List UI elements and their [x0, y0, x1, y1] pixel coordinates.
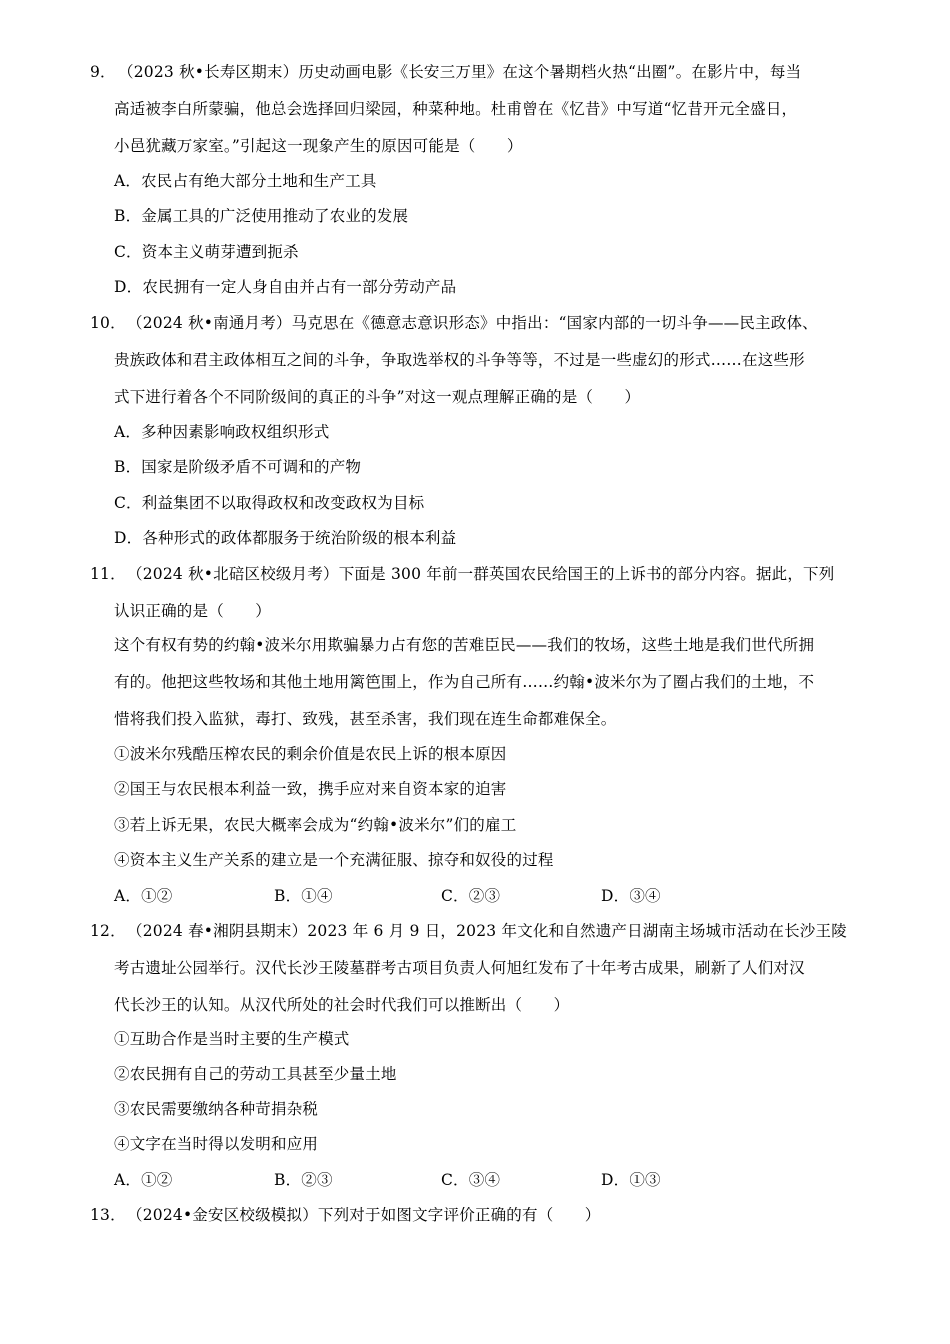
quoted-material-line: 有的。他把这些牧场和其他土地用篱笆围上，作为自己所有……约翰•波米尔为了圈占我们的土地，不: [114, 673, 815, 691]
question-number: 12．: [90, 922, 126, 940]
statement-1: ①波米尔残酷压榨农民的剩余价值是农民上诉的根本原因: [114, 745, 507, 763]
statement-2: ②国王与农民根本利益一致，携手应对来自资本家的迫害: [114, 780, 507, 798]
statement-4: ④文字在当时得以发明和应用: [114, 1135, 319, 1153]
option-c: C．资本主义萌芽遭到扼杀: [114, 243, 299, 261]
question-text-line: 代长沙王的认知。从汉代所处的社会时代我们可以推断出（ ）: [114, 996, 570, 1014]
choice-d: D．①③: [601, 1171, 661, 1189]
choice-a: A．①②: [114, 887, 173, 905]
question-text-line: 高适被李白所蒙骗，他总会选择回归梁园，种菜种地。杜甫曾在《忆昔》中写道“忆昔开元全盛日，: [114, 100, 798, 118]
question-number: 9．: [90, 63, 116, 81]
choice-b: B．①④: [274, 887, 333, 905]
option-d: D．各种形式的政体都服务于统治阶级的根本利益: [114, 529, 457, 547]
question-text-line: （2024•金安区校级模拟）下列对于如图文字评价正确的有（ ）: [127, 1206, 601, 1224]
option-d: D．农民拥有一定人身自由并占有一部分劳动产品: [114, 278, 457, 296]
question-text-line: （2024 秋•北碚区校级月考）下面是 300 年前一群英国农民给国王的上诉书的部分内容。据此，下列: [127, 565, 835, 583]
choice-a: A．①②: [114, 1171, 173, 1189]
question-text-line: （2023 秋•长寿区期末）历史动画电影《长安三万里》在这个暑期档火热“出圈”。在影片中，每当: [118, 63, 802, 81]
question-text-line: （2024 秋•南通月考）马克思在《德意志意识形态》中指出：“国家内部的一切斗争——民主政体、: [127, 314, 818, 332]
option-b: B．国家是阶级矛盾不可调和的产物: [114, 458, 362, 476]
question-text-line: （2024 春•湘阴县期末）2023 年 6 月 9 日，2023 年文化和自然遗产日湖南主场城市活动在长沙王陵: [127, 922, 847, 940]
choice-b: B．②③: [274, 1171, 333, 1189]
statement-4: ④资本主义生产关系的建立是一个充满征服、掠夺和奴役的过程: [114, 851, 554, 869]
choice-d: D．③④: [601, 887, 661, 905]
question-text-line: 考古遗址公园举行。汉代长沙王陵墓群考古项目负责人何旭红发布了十年考古成果，刷新了人们对汉: [114, 959, 805, 977]
statement-3: ③农民需要缴纳各种苛捐杂税: [114, 1100, 319, 1118]
question-number: 10．: [90, 314, 126, 332]
question-text-line: 认识正确的是（ ）: [114, 602, 272, 620]
choice-row: [114, 885, 814, 907]
statement-2: ②农民拥有自己的劳动工具甚至少量土地: [114, 1065, 397, 1083]
question-text-line: 小邑犹藏万家室。”引起这一现象产生的原因可能是（ ）: [114, 137, 523, 155]
question-number: 11．: [90, 565, 126, 583]
option-a: A．多种因素影响政权组织形式: [114, 423, 330, 441]
choice-row: [114, 1169, 814, 1191]
question-text-line: 贵族政体和君主政体相互之间的斗争，争取选举权的斗争等等，不过是一些虚幻的形式……在这些形: [114, 351, 805, 369]
question-text-line: 式下进行着各个不同阶级间的真正的斗争”对这一观点理解正确的是（ ）: [114, 388, 641, 406]
statement-3: ③若上诉无果，农民大概率会成为“约翰•波米尔”们的雇工: [114, 816, 517, 834]
quoted-material-line: 这个有权有势的约翰•波米尔用欺骗暴力占有您的苦难臣民——我们的牧场，这些土地是我们世代所拥: [114, 636, 815, 654]
option-c: C．利益集团不以取得政权和改变政权为目标: [114, 494, 425, 512]
option-a: A．农民占有绝大部分土地和生产工具: [114, 172, 377, 190]
option-b: B．金属工具的广泛使用推动了农业的发展: [114, 207, 409, 225]
question-number: 13．: [90, 1206, 126, 1224]
choice-c: C．③④: [441, 1171, 501, 1189]
statement-1: ①互助合作是当时主要的生产模式: [114, 1030, 350, 1048]
quoted-material-line: 惜将我们投入监狱，毒打、致残，甚至杀害，我们现在连生命都难保全。: [114, 710, 617, 728]
choice-c: C．②③: [441, 887, 501, 905]
